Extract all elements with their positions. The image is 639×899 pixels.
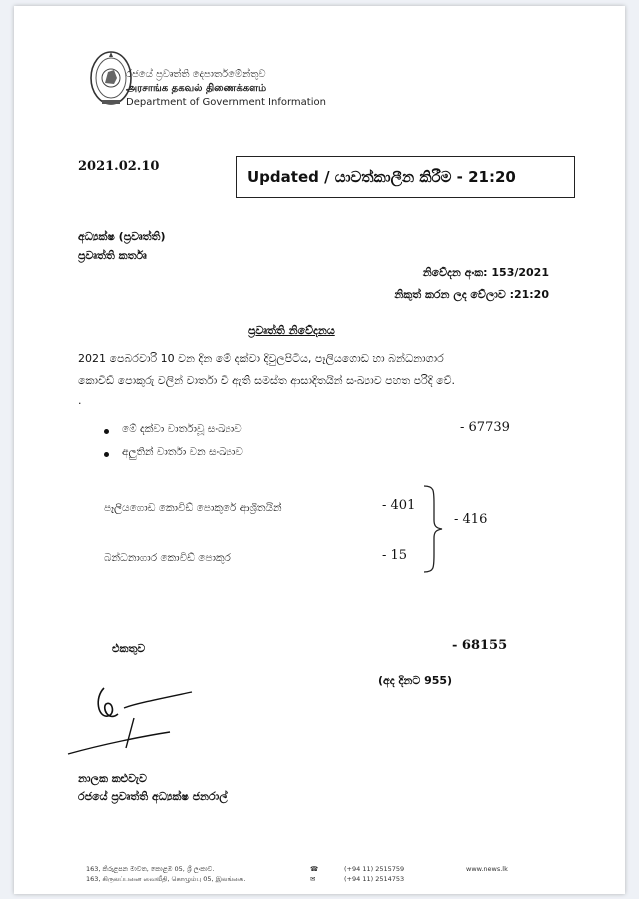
release-time: නිකුත් කරන ලද වේලාව :21:20 [394,288,549,301]
breakdown-value-peliyagoda: - 401 [382,498,416,513]
today-count: (අද දිනට 955) [378,674,453,687]
intro-line-2: කොවිඩ් පොකුරු වලින් වාර්තා වී ඇති සමස්ත ආසාදිතයින් සංඛ්‍යාව පහත පරිදි වේ. [78,374,456,387]
footer-phone: (+94 11) 2515759 [344,865,405,873]
phone-icon: ☎ [310,865,319,873]
addressee-line-2: ප්‍රවෘත්ති කර්තෘ [78,249,147,262]
document-date: 2021.02.10 [78,159,160,174]
total-label: එකතුව [112,642,146,655]
update-banner: Updated / යාවත්කාලීන කිරීම - 21:20 [236,156,575,198]
addressee-line-1: අධ්‍යක්ෂ (ප්‍රවෘත්ති) [78,230,166,243]
footer-fax: (+94 11) 2514753 [344,875,405,883]
total-value: - 68155 [452,638,508,653]
intro-line-1: 2021 පෙබරවාරි 10 වන දින මේ දක්වා දිවුලපිටිය, පෑලියගොඩ හා බන්ධනාගාර [78,352,444,365]
bullet-dot [104,429,109,434]
release-number: නිවේදන අංක: 153/2021 [422,266,549,279]
footer-address-tamil: 163, கிருலப்பனை வைவீதி, கொழும்பு 05, இலங்கை. [86,875,246,883]
footer-website: www.news.lk [466,865,508,873]
bullet-dot [104,452,109,457]
signature-icon [64,678,214,768]
bullet-label-new: අලුතින් වාර්තා වන සංඛ්‍යාව [122,446,243,458]
breakdown-value-prison: - 15 [382,548,408,563]
letterhead-sinhala: රජයේ ප්‍රවෘත්ති දෙපාර්තමේන්තුව [126,69,266,80]
document-page [14,6,625,894]
bullet-label-reported: මේ දක්වා වාර්තාවූ සංඛ්‍යාව [122,423,242,435]
breakdown-label-prison: බන්ධනාගාර කොවිඩ් පොකුර [104,552,231,564]
bullet-value-reported: - 67739 [460,420,510,435]
fax-icon: ✉ [310,875,316,883]
signatory-name: නාලක කළුවැව [78,772,147,785]
letterhead-tamil: அரசாங்க தகவல் திணைக்களம் [126,83,267,94]
letterhead-english: Department of Government Information [126,97,326,108]
brace-icon [420,484,446,574]
stray-mark: . [78,394,82,407]
breakdown-label-peliyagoda: පෑලියගොඩ කොවිඩ් පොකුරේ ආශ්‍රිතයින් [104,502,282,514]
subtotal-value: - 416 [454,512,488,527]
footer-address-sinhala: 163, කිරුළපන මාවත, කොළඹ 05, ශ්‍රී ලංකාව. [86,865,215,873]
signatory-title: රජයේ ප්‍රවෘත්ති අධ්‍යක්ෂ ජනරාල් [78,790,228,803]
document-heading: ප්‍රවෘත්ති නිවේදනය [248,324,335,337]
